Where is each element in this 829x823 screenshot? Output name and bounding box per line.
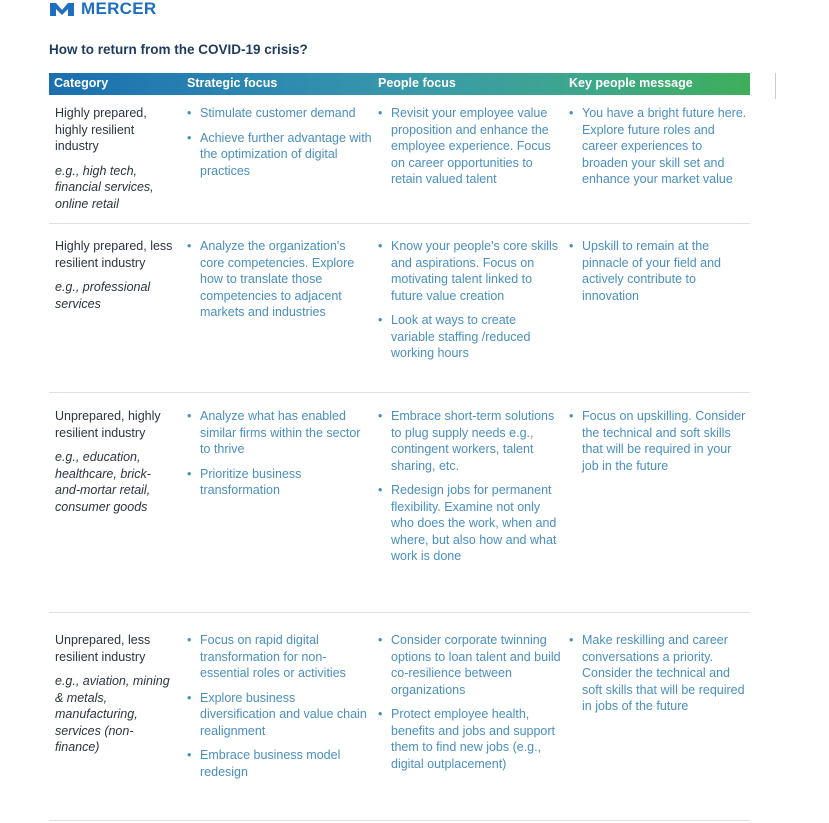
category-cell — [55, 408, 175, 515]
strategic-focus-cell — [187, 105, 372, 187]
bullet-item: • Stimulate customer demand — [187, 105, 372, 122]
strategic-focus-cell — [187, 632, 372, 788]
bullet-item: • Achieve further advantage with the optimization of digital practices — [187, 130, 372, 180]
bullet-item: • Focus on rapid digital transformation for non-essential roles or activities — [187, 632, 372, 682]
bullet-item: • Upskill to remain at the pinnacle of your field and actively contribute to innovation — [569, 238, 749, 304]
bullet-item: • Know your people's core skills and aspirations. Focus on motivating talent linked to future value creation — [378, 238, 563, 304]
bullet-item: • Revisit your employee value proposition and enhance the employee experience. Focus on career opportunities to retain valued talent — [378, 105, 563, 188]
bullet-item: • Analyze the organization's core competencies. Explore how to translate those competencies to adjacent markets and industries — [187, 238, 372, 321]
category-name: Unprepared, less resilient industry — [55, 633, 151, 664]
strategic-focus-cell — [187, 408, 372, 507]
table-row — [49, 105, 750, 224]
table-row — [49, 408, 750, 613]
category-name: Highly prepared, less resilient industry — [55, 239, 173, 270]
brand-name: MERCER — [81, 0, 157, 18]
bullet-item: • Protect employee health, benefits and jobs and support them to find new jobs (e.g., digital outplacement) — [378, 706, 563, 772]
table-row — [49, 632, 750, 821]
category-example: e.g., aviation, mining & metals, manufacturing, services (non-finance) — [55, 674, 170, 754]
bullet-item: • Explore business diversification and value chain realignment — [187, 690, 372, 740]
mercer-logo — [49, 0, 156, 18]
key-message-cell — [569, 408, 749, 482]
category-example: e.g., professional services — [55, 280, 151, 311]
mercer-logo-icon — [49, 1, 75, 17]
category-example: e.g., high tech, financial services, online retail — [55, 163, 154, 211]
bullet-item: • You have a bright future here. Explore future roles and career experiences to broaden your skill set and enhance your market value — [569, 105, 749, 188]
bullet-item: • Prioritize business transformation — [187, 466, 372, 499]
bullet-item: • Embrace business model redesign — [187, 747, 372, 780]
bullet-item: • Embrace short-term solutions to plug supply needs e.g., contingent workers, talent sharing, etc. — [378, 408, 563, 474]
page-title: How to return from the COVID-19 crisis? — [49, 42, 308, 57]
category-example: e.g., education, healthcare, brick-and-mortar retail, consumer goods — [55, 450, 151, 514]
bullet-item: • Make reskilling and career conversations a priority. Consider the technical and soft skills that will be required in jobs of the future — [569, 632, 749, 715]
category-cell — [55, 105, 175, 212]
strategic-focus-cell — [187, 238, 372, 329]
category-cell — [55, 632, 175, 756]
strategy-table — [49, 73, 750, 779]
people-focus-cell — [378, 238, 563, 370]
category-name: Highly prepared, highly resilient industry — [55, 106, 147, 153]
header-strategic-focus: Strategic focus — [187, 76, 278, 90]
page-edge-divider — [775, 73, 776, 99]
bullet-item: • Focus on upskilling. Consider the technical and soft skills that will be required in your job in the future — [569, 408, 749, 474]
key-message-cell — [569, 105, 749, 196]
category-name: Unprepared, highly resilient industry — [55, 409, 161, 440]
table-row — [49, 238, 750, 393]
people-focus-cell — [378, 632, 563, 780]
header-category: Category — [54, 76, 109, 90]
bullet-item: • Analyze what has enabled similar firms within the sector to thrive — [187, 408, 372, 458]
bullet-item: • Redesign jobs for permanent flexibility. Examine not only who does the work, when and where, but also how and what work is done — [378, 482, 563, 565]
table-header — [49, 73, 750, 95]
category-cell — [55, 238, 175, 312]
bullet-item: • Look at ways to create variable staffing /reduced working hours — [378, 312, 563, 362]
header-key-people-message: Key people message — [569, 76, 693, 90]
key-message-cell — [569, 632, 749, 723]
key-message-cell — [569, 238, 749, 312]
header-people-focus: People focus — [378, 76, 456, 90]
people-focus-cell — [378, 105, 563, 196]
people-focus-cell — [378, 408, 563, 573]
bullet-item: • Consider corporate twinning options to loan talent and build co-resilience between organizations — [378, 632, 563, 698]
